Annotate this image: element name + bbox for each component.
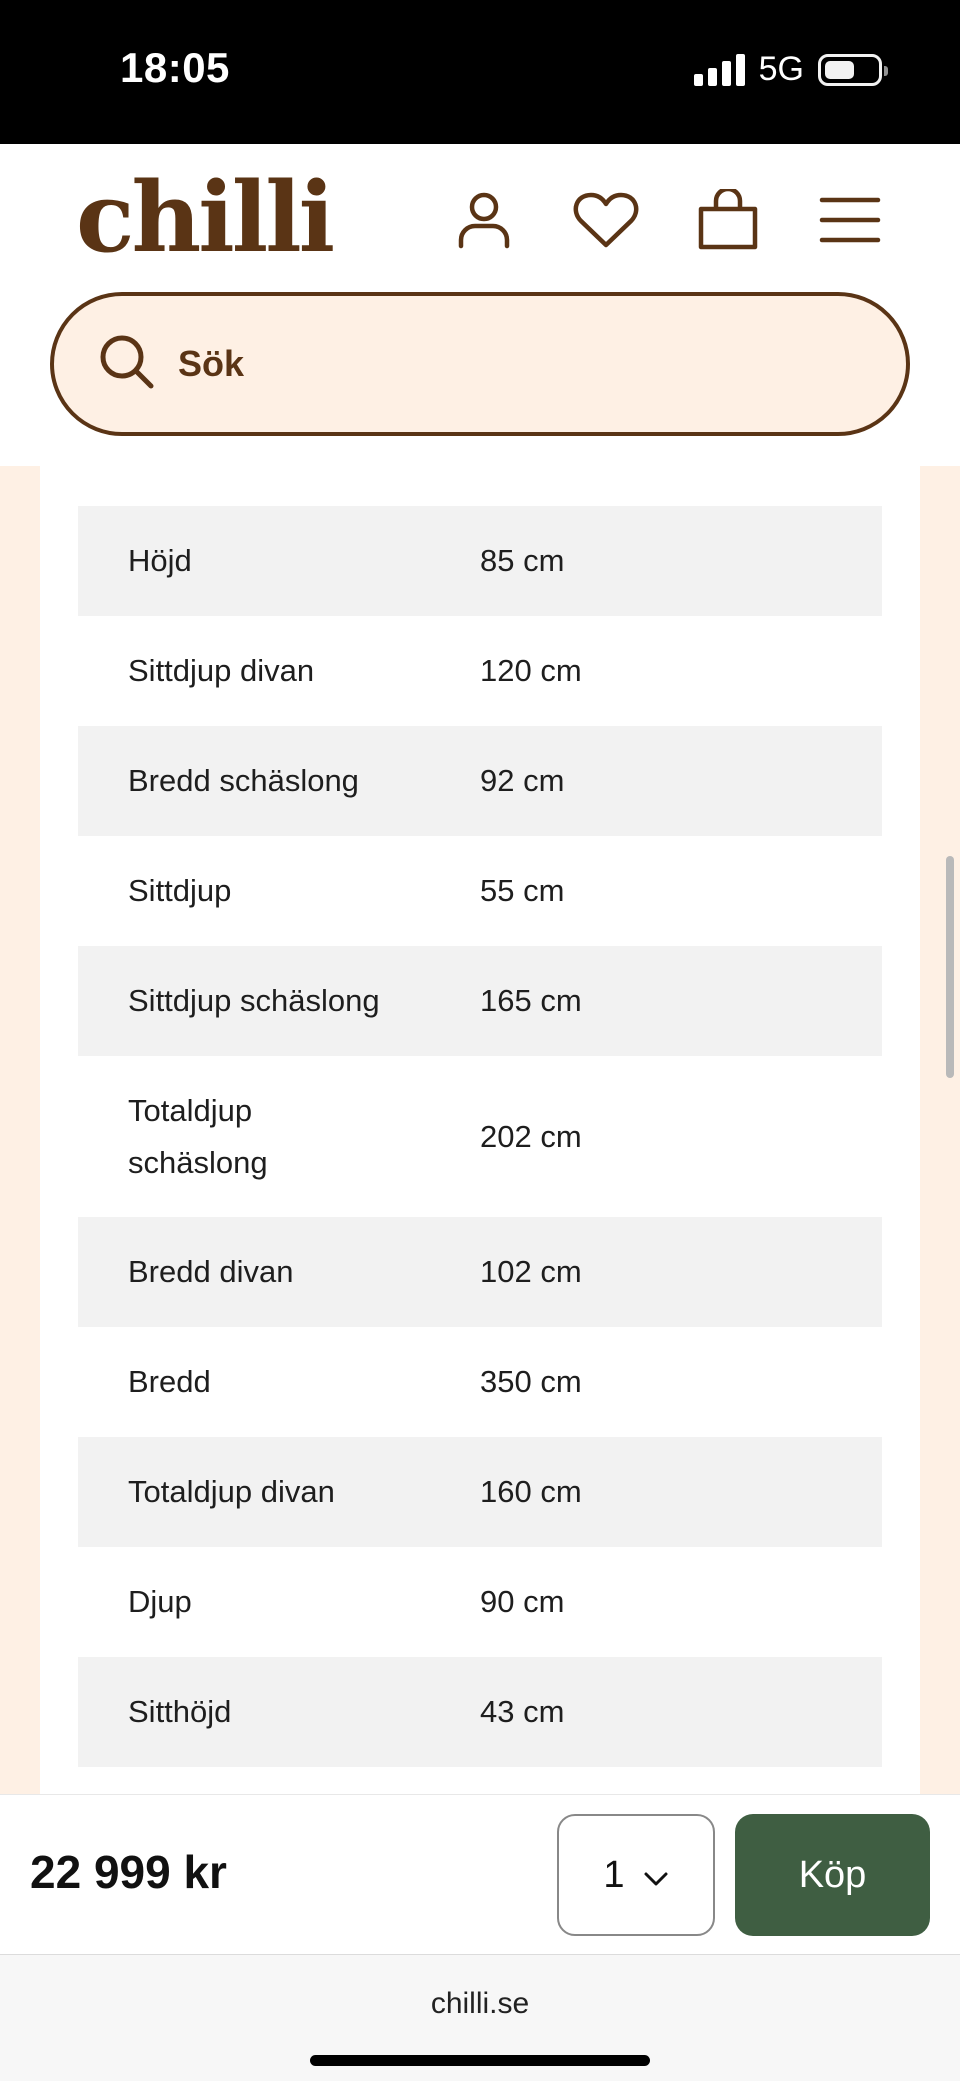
spec-value: 92 cm xyxy=(480,763,565,798)
spec-value: 160 cm xyxy=(480,1474,582,1509)
spec-label: Bredd xyxy=(128,1364,211,1399)
spec-label: Bredd divan xyxy=(128,1254,294,1289)
search-bar[interactable] xyxy=(50,292,910,436)
battery-icon xyxy=(818,54,882,86)
spec-value: 350 cm xyxy=(480,1364,582,1399)
specifications-table xyxy=(78,506,882,1767)
spec-row xyxy=(78,1327,882,1437)
product-price: 22 999 kr xyxy=(30,1846,227,1898)
spec-label: Sitthöjd xyxy=(128,1694,232,1729)
url-text[interactable]: chilli.se xyxy=(430,1987,530,2020)
spec-value: 43 cm xyxy=(480,1694,565,1729)
user-icon[interactable] xyxy=(450,186,518,254)
spec-value: 165 cm xyxy=(480,983,582,1018)
site-header xyxy=(0,144,960,466)
spec-value: 55 cm xyxy=(480,873,565,908)
spec-label: Djup xyxy=(128,1584,192,1619)
spec-value: 90 cm xyxy=(480,1584,565,1619)
spec-label: Höjd xyxy=(128,543,192,578)
spec-row xyxy=(78,1217,882,1327)
spec-label: Sittdjup schäslong xyxy=(128,983,380,1018)
spec-row xyxy=(78,1547,882,1657)
spec-label: Totaldjup divan xyxy=(128,1474,335,1509)
status-time: 18:05 xyxy=(120,44,230,91)
buy-bar xyxy=(0,1794,960,1954)
network-label: 5G xyxy=(758,50,804,88)
quantity-select[interactable] xyxy=(557,1814,715,1936)
search-icon xyxy=(98,333,156,396)
browser-url-bar[interactable] xyxy=(0,1954,960,2081)
page-scrollbar[interactable] xyxy=(946,856,954,1078)
spec-row xyxy=(78,836,882,946)
spec-label: Totaldjup schäslong xyxy=(128,1092,268,1180)
spec-label: Bredd schäslong xyxy=(128,763,359,798)
spec-value: 85 cm xyxy=(480,543,565,578)
heart-icon[interactable] xyxy=(572,186,640,254)
spec-row xyxy=(78,1437,882,1547)
spec-label: Sittdjup divan xyxy=(128,653,315,688)
spec-value: 102 cm xyxy=(480,1254,582,1289)
bag-icon[interactable] xyxy=(694,186,762,254)
spec-row xyxy=(78,1056,882,1217)
signal-icon xyxy=(694,54,745,86)
home-indicator[interactable] xyxy=(310,2055,650,2066)
spec-row xyxy=(78,726,882,836)
status-indicators xyxy=(694,50,882,89)
chilli-logo[interactable]: chilli xyxy=(76,161,333,274)
spec-value: 202 cm xyxy=(480,1118,582,1154)
header-icon-bar xyxy=(450,186,884,254)
quantity-value: 1 xyxy=(603,1853,625,1896)
menu-icon[interactable] xyxy=(816,186,884,254)
chevron-down-icon xyxy=(643,1854,669,1897)
buy-button[interactable]: Köp xyxy=(735,1814,930,1936)
spec-value: 120 cm xyxy=(480,653,582,688)
spec-row xyxy=(78,616,882,726)
spec-row xyxy=(78,506,882,616)
spec-label: Sittdjup xyxy=(128,873,232,908)
search-input[interactable] xyxy=(178,343,778,385)
spec-row xyxy=(78,1657,882,1767)
status-bar xyxy=(0,0,960,144)
spec-row xyxy=(78,946,882,1056)
